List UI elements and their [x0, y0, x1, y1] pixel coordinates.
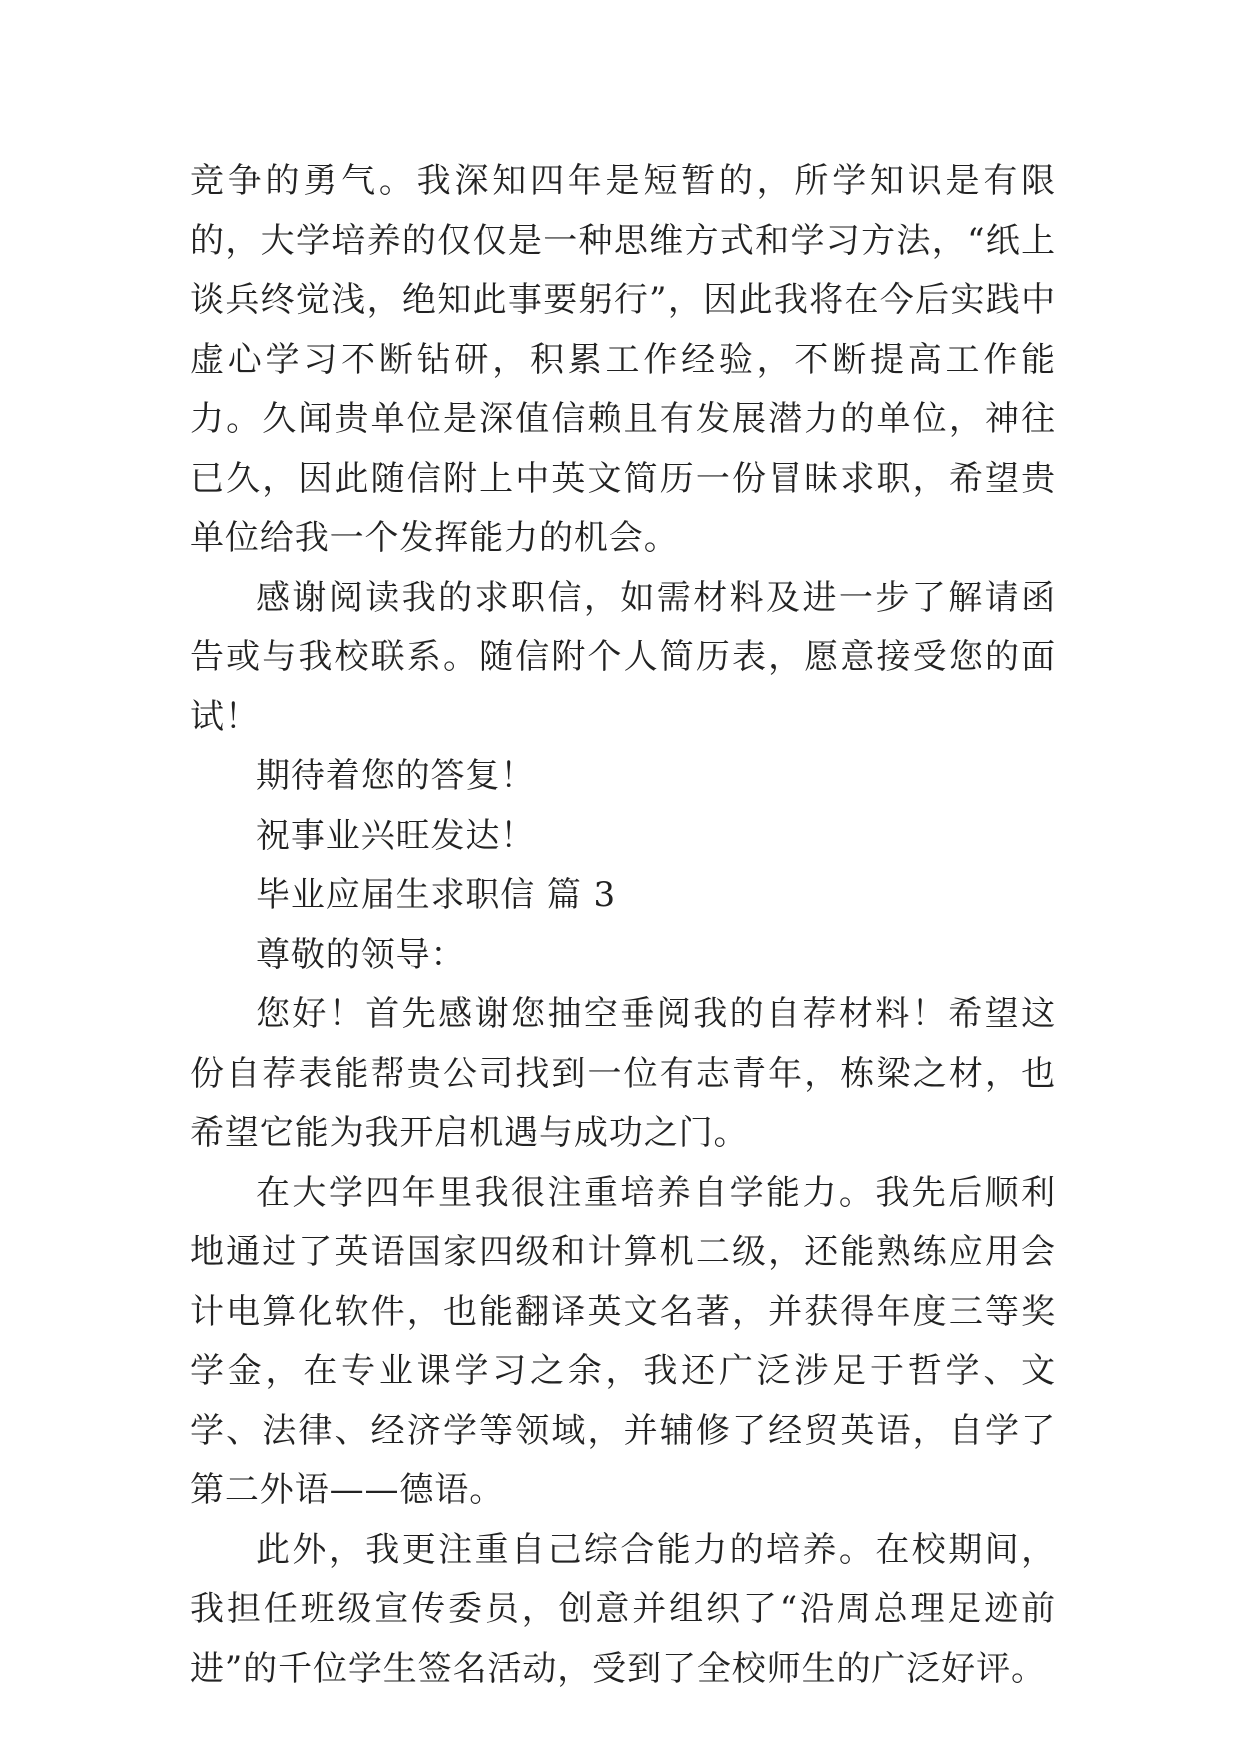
document-body [190, 152, 1056, 1699]
paragraph-greeting: 您好！首先感谢您抽空垂阅我的自荐材料！希望这份自荐表能帮贵公司找到一位有志青年，栋梁之材，也希望它能为我开启机遇与成功之门。 [190, 994, 1056, 1153]
salutation: 尊敬的领导： [256, 934, 466, 975]
paragraph-closing-1: 期待着您的答复！ [256, 756, 536, 796]
paragraph-thanks: 感谢阅读我的求职信，如需材料及进一步了解请函告或与我校联系。随信附个人简历表，愿意接受您的面试！ [190, 577, 1056, 737]
paragraph-study: 在大学四年里我很注重培养自学能力。我先后顺利地通过了英语国家四级和计算机二级，还能熟练应用会计电算化软件，也能翻译英文名著，并获得年度三等奖学金，在专业课学习之余，我还广泛涉足于哲学、文学、法律、经济学等领域，并辅修了经贸英语，自学了第二外语——德语。 [190, 1172, 1056, 1510]
paragraph-activities: 此外，我更注重自己综合能力的培养。在校期间，我担任班级宣传委员，创意并组织了“沿周总理足迹前进”的千位学生签名活动，受到了全校师生的广泛好评。 [190, 1529, 1056, 1689]
paragraph-closing-2: 祝事业兴旺发达！ [256, 815, 536, 856]
paragraph-continuation: 竞争的勇气。我深知四年是短暂的，所学知识是有限的，大学培养的仅仅是一种思维方式和学习方法，“纸上谈兵终觉浅，绝知此事要躬行”，因此我将在今后实践中虚心学习不断钻研，积累工作经验，不断提高工作能力。久闻贵单位是深值信赖且有发展潜力的单位，神往已久，因此随信附上中英文简历一份冒昧求职，希望贵单位给我一个发挥能力的机会。 [190, 161, 1056, 558]
section-heading: 毕业应届生求职信 篇 3 [256, 875, 617, 915]
